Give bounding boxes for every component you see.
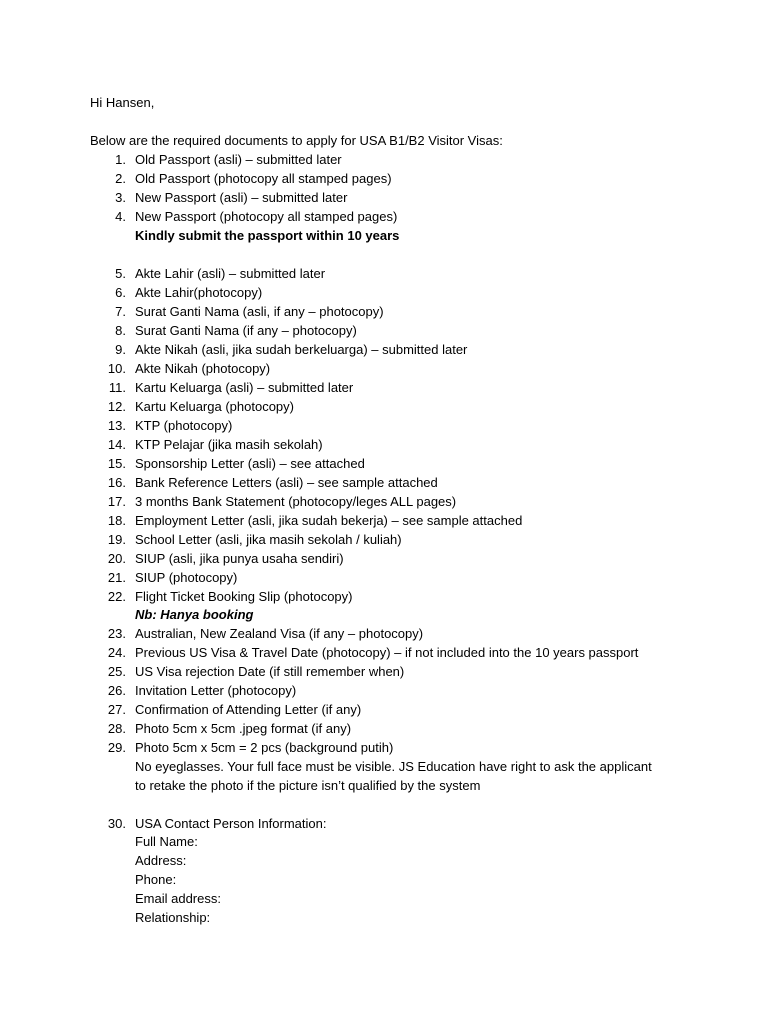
list-item-text: Confirmation of Attending Letter (if any) xyxy=(135,702,362,717)
list-item-text: Surat Ganti Nama (asli, if any – photocopy) xyxy=(135,304,384,319)
list-item-number: 7. xyxy=(115,304,126,319)
list-item-text: Old Passport (photocopy all stamped pages) xyxy=(135,171,392,186)
intro-text: Below are the required documents to apply for USA B1/B2 Visitor Visas: xyxy=(90,133,503,148)
list-item-number: 30. xyxy=(107,816,126,831)
list-item-number: 13. xyxy=(107,418,126,433)
list-item-text: Sponsorship Letter (asli) – see attached xyxy=(135,456,365,471)
list-item-text: Kartu Keluarga (photocopy) xyxy=(135,399,294,414)
list-item-text: Invitation Letter (photocopy) xyxy=(135,683,297,698)
list-item-text: School Letter (asli, jika masih sekolah / kuliah) xyxy=(135,532,402,547)
list-item-number: 26. xyxy=(107,683,126,698)
list-item-number: 16. xyxy=(107,475,126,490)
list-item-text: New Passport (asli) – submitted later xyxy=(135,190,348,205)
list-item-number: 1. xyxy=(115,152,126,167)
list-item-number: 14. xyxy=(107,437,126,452)
passport-note: Kindly submit the passport within 10 years xyxy=(135,228,400,243)
list-item-text: Employment Letter (asli, jika sudah bekerja) – see sample attached xyxy=(135,513,523,528)
list-item-text: Previous US Visa & Travel Date (photocopy) – if not included into the 10 years passport xyxy=(135,645,639,660)
contact-field-full-name: Full Name: xyxy=(135,834,198,849)
list-item-text: Bank Reference Letters (asli) – see sample attached xyxy=(135,475,438,490)
list-item-text: Flight Ticket Booking Slip (photocopy) xyxy=(135,589,353,604)
photo-note-line-2: to retake the photo if the picture isn’t qualified by the system xyxy=(135,778,481,793)
list-item-text: KTP (photocopy) xyxy=(135,418,233,433)
list-item-number: 17. xyxy=(107,494,126,509)
list-item-number: 27. xyxy=(107,702,126,717)
list-item-text: Surat Ganti Nama (if any – photocopy) xyxy=(135,323,357,338)
list-item-number: 4. xyxy=(115,209,126,224)
list-item-number: 6. xyxy=(115,285,126,300)
list-item-text: Kartu Keluarga (asli) – submitted later xyxy=(135,380,354,395)
list-item-number: 9. xyxy=(115,342,126,357)
list-item-number: 29. xyxy=(107,740,126,755)
booking-note: Nb: Hanya booking xyxy=(135,607,254,622)
list-item-number: 24. xyxy=(107,645,126,660)
photo-note-line-1: No eyeglasses. Your full face must be visible. JS Education have right to ask the applicant xyxy=(135,759,652,774)
list-item-number: 3. xyxy=(115,190,126,205)
list-item-text: SIUP (asli, jika punya usaha sendiri) xyxy=(135,551,344,566)
list-item-number: 18. xyxy=(107,513,126,528)
list-item-number: 11. xyxy=(108,380,126,395)
list-item-text: Akte Nikah (asli, jika sudah berkeluarga) – submitted later xyxy=(135,342,468,357)
list-item-number: 23. xyxy=(107,626,126,641)
list-item-number: 2. xyxy=(115,171,126,186)
greeting: Hi Hansen, xyxy=(90,95,155,110)
list-item-text: USA Contact Person Information: xyxy=(135,816,327,831)
contact-field-relationship: Relationship: xyxy=(135,910,211,925)
list-item-text: Australian, New Zealand Visa (if any – photocopy) xyxy=(135,626,424,641)
contact-field-phone: Phone: xyxy=(135,872,177,887)
list-item-text: 3 months Bank Statement (photocopy/leges ALL pages) xyxy=(135,494,457,509)
list-item-number: 25. xyxy=(107,664,126,679)
list-item-text: Akte Nikah (photocopy) xyxy=(135,361,271,376)
list-item-number: 5. xyxy=(115,266,126,281)
contact-field-email: Email address: xyxy=(135,891,221,906)
list-item-text: Old Passport (asli) – submitted later xyxy=(135,152,342,167)
list-item-number: 22. xyxy=(107,589,126,604)
list-item-number: 28. xyxy=(107,721,126,736)
list-item-text: Photo 5cm x 5cm = 2 pcs (background putih) xyxy=(135,740,394,755)
list-item-text: Akte Lahir (asli) – submitted later xyxy=(135,266,326,281)
list-item-number: 8. xyxy=(115,323,126,338)
list-item-text: Photo 5cm x 5cm .jpeg format (if any) xyxy=(135,721,352,736)
list-item-text: Akte Lahir(photocopy) xyxy=(135,285,263,300)
list-item-number: 20. xyxy=(107,551,126,566)
list-item-text: New Passport (photocopy all stamped pages) xyxy=(135,209,398,224)
list-item-text: US Visa rejection Date (if still remember when) xyxy=(135,664,405,679)
list-item-number: 19. xyxy=(107,532,126,547)
list-item-text: SIUP (photocopy) xyxy=(135,570,238,585)
contact-field-address: Address: xyxy=(135,853,187,868)
list-item-text: KTP Pelajar (jika masih sekolah) xyxy=(135,437,323,452)
list-item-number: 10. xyxy=(107,361,126,376)
list-item-number: 21. xyxy=(107,570,126,585)
list-item-number: 15. xyxy=(107,456,126,471)
list-item-number: 12. xyxy=(107,399,126,414)
